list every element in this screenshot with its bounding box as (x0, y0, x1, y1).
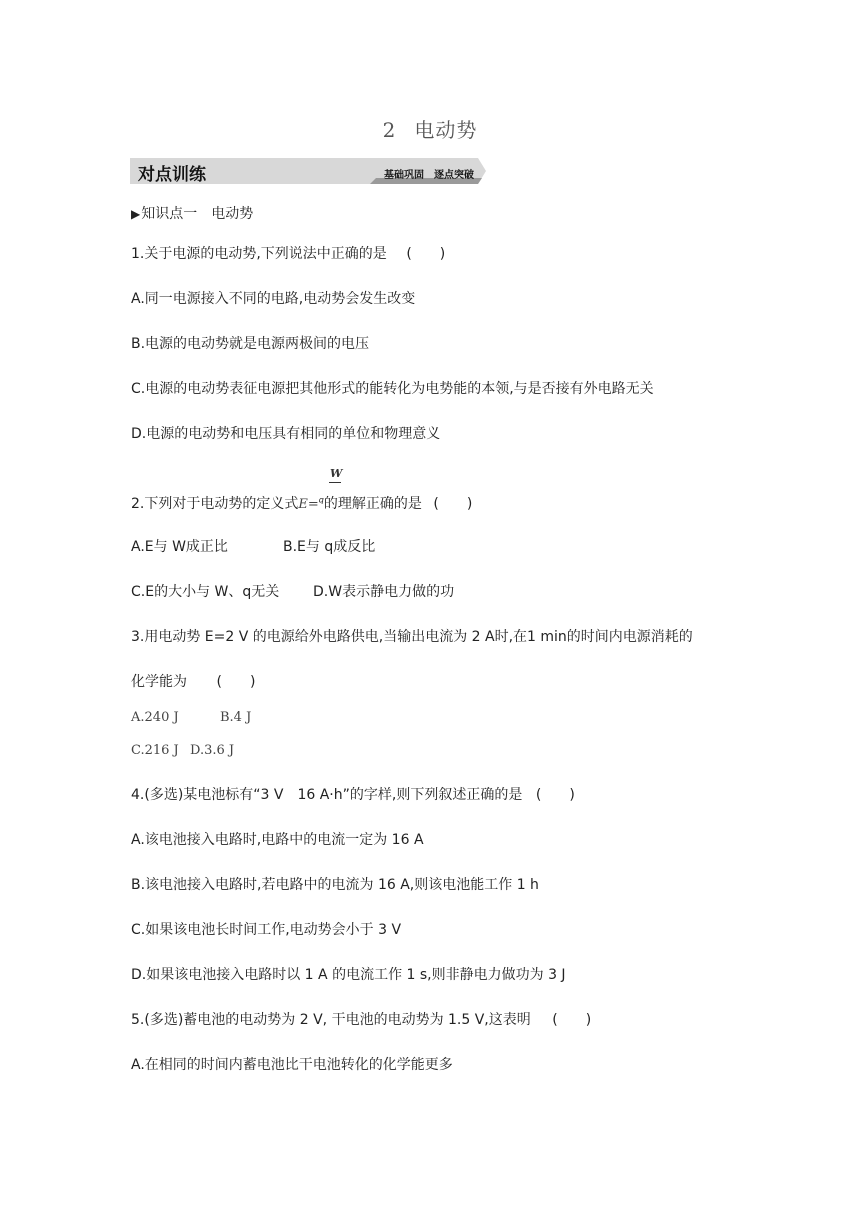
formula-lhs: E= (298, 497, 319, 512)
formula-denominator: q (318, 495, 324, 505)
triangle-marker-icon: ▶ (131, 207, 141, 221)
q2-option-b: B.E与 q成反比 (283, 539, 376, 555)
q3-stem-line-1: 3.用电动势 E=2 V 的电源给外电路供电,当输出电流为 2 A时,在1 min的时间内电源消耗的 (131, 629, 693, 645)
answer-paren: ( ) (535, 787, 575, 803)
q1-option-d: D.电源的电动势和电压具有相同的单位和物理意义 (131, 426, 441, 442)
q1-option-b: B.电源的电动势就是电源两极间的电压 (131, 336, 370, 352)
q2-option-c: C.E的大小与 W、q无关 (131, 584, 280, 600)
title-number: 2 (382, 118, 397, 142)
q1-stem-text: 1.关于电源的电动势,下列说法中正确的是 (131, 246, 387, 262)
section-header (130, 158, 486, 184)
fraction-bar (329, 482, 341, 483)
q4-option-a: A.该电池接入电路时,电路中的电流一定为 16 A (131, 832, 424, 848)
q2-option-a: A.E与 W成正比 (131, 539, 228, 555)
q5-option-a: A.在相同的时间内蓄电池比干电池转化的化学能更多 (131, 1057, 453, 1073)
question-3-stem-line-2 (131, 671, 261, 691)
section-title: 对点训练 (138, 165, 206, 185)
q2-stem-pre: 2.下列对于电动势的定义式 (131, 496, 299, 512)
q1-option-a: A.同一电源接入不同的电路,电动势会发生改变 (131, 291, 416, 307)
answer-paren: ( ) (406, 246, 446, 262)
q4-option-c: C.如果该电池长时间工作,电动势会小于 3 V (131, 922, 402, 938)
question-2-stem (131, 493, 478, 513)
q5-stem-text: 5.(多选)蓄电池的电动势为 2 V, 干电池的电动势为 1.5 V,这表明 (131, 1012, 531, 1028)
formula-numerator: W (330, 467, 343, 480)
q3-option-b: B.4 J (220, 710, 252, 725)
question-4-stem (131, 784, 580, 804)
q3-option-c: C.216 J (131, 743, 179, 758)
q2-stem-post: 的理解正确的是 (323, 496, 422, 512)
title-text: 电动势 (414, 118, 478, 142)
q3-option-a: A.240 J (131, 710, 179, 725)
answer-paren: ( ) (433, 496, 473, 512)
q3-stem-line-2-text: 化学能为 (131, 674, 187, 690)
q4-stem-text: 4.(多选)某电池标有“3 V 16 A·h”的字样,则下列叙述正确的是 (131, 787, 523, 803)
knowledge-point-label: 知识点一 电动势 (141, 206, 254, 222)
q1-option-c: C.电源的电动势表征电源把其他形式的能转化为电势能的本领,与是否接有外电路无关 (131, 381, 654, 397)
answer-paren: ( ) (216, 674, 256, 690)
question-5-stem (131, 1009, 597, 1029)
answer-paren: ( ) (552, 1012, 592, 1028)
section-tag: 基础巩固 逐点突破 (384, 170, 474, 181)
q3-option-d: D.3.6 J (190, 743, 235, 758)
knowledge-point (131, 203, 253, 223)
q4-option-b: B.该电池接入电路时,若电路中的电流为 16 A,则该电池能工作 1 h (131, 877, 539, 893)
question-1-stem (131, 243, 451, 263)
page-title (0, 114, 860, 143)
q2-option-d: D.W表示静电力做的功 (313, 584, 455, 600)
q4-option-d: D.如果该电池接入电路时以 1 A 的电流工作 1 s,则非静电力做功为 3 J (131, 967, 566, 983)
